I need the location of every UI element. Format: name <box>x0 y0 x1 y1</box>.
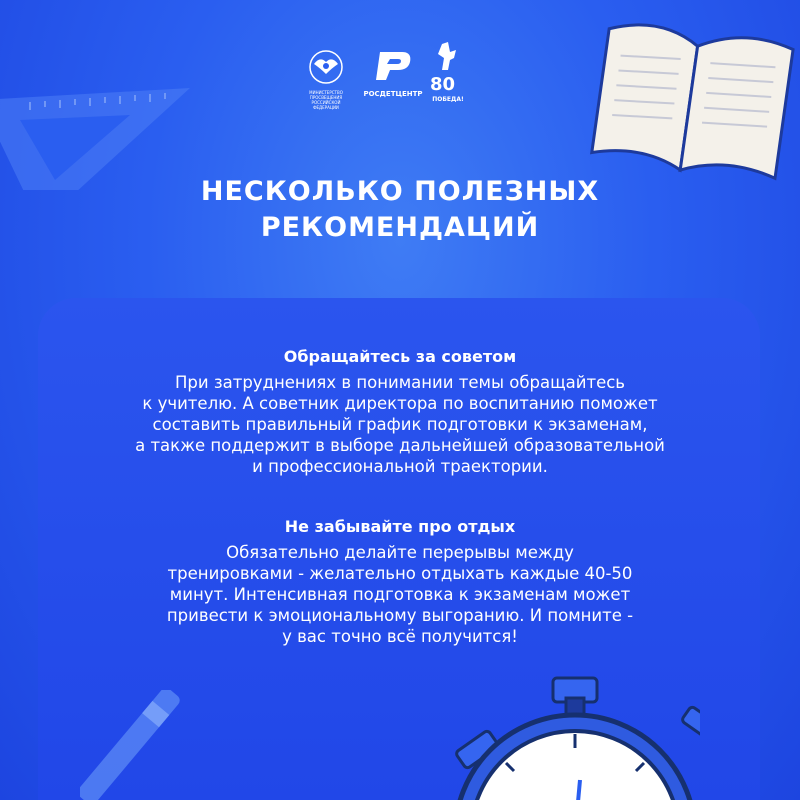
section-line: а также поддержит в выборе дальнейшей образовательной <box>135 436 665 455</box>
section-line: у вас точно всё получится! <box>282 627 518 646</box>
pobeda-caption: ПОБЕДА! <box>432 96 464 103</box>
pobeda-80-logo <box>428 40 468 103</box>
section-line: При затруднениях в понимании темы обращайтесь <box>174 373 626 392</box>
section-body <box>0 542 800 647</box>
section-line: к учителю. А советник директора по воспитанию поможет <box>142 394 658 413</box>
section-heading: Не забывайте про отдых <box>284 517 516 536</box>
section-line: тренировками - желательно отдыхать каждые 40-50 <box>167 564 633 583</box>
rosdetcenter-caption: РОСДЕТЦЕНТР <box>363 90 423 98</box>
section-heading: Обращайтесь за советом <box>283 347 517 366</box>
ministry-logo <box>300 48 352 110</box>
section-advice <box>0 346 800 477</box>
section-line: составить правильный график подготовки к экзаменам, <box>152 415 648 434</box>
svg-text:80: 80 <box>430 74 456 92</box>
rosdetcenter-logo <box>360 46 426 98</box>
section-line: Обязательно делайте перерывы между <box>226 543 574 562</box>
section-rest <box>0 516 800 647</box>
section-line: и профессиональной траектории. <box>252 457 548 476</box>
title-line-2: РЕКОМЕНДАЦИЙ <box>260 212 540 243</box>
rosdetcenter-r-icon <box>360 46 426 86</box>
eagle-emblem-icon <box>300 48 352 86</box>
page-title <box>0 174 800 246</box>
stopwatch-icon <box>440 660 700 800</box>
logos-row <box>0 40 800 110</box>
motherland-statue-icon <box>428 40 468 92</box>
pen-icon <box>80 690 190 800</box>
ministry-caption: МИНИСТЕРСТВО ПРОСВЕЩЕНИЯ РОССИЙСКОЙ ФЕДЕРАЦИИ <box>309 90 343 110</box>
section-line: минут. Интенсивная подготовка к экзаменам может <box>169 585 631 604</box>
section-line: привести к эмоциональному выгоранию. И помните - <box>166 606 634 625</box>
title-line-1: НЕСКОЛЬКО ПОЛЕЗНЫХ <box>200 176 600 207</box>
section-body <box>0 372 800 477</box>
